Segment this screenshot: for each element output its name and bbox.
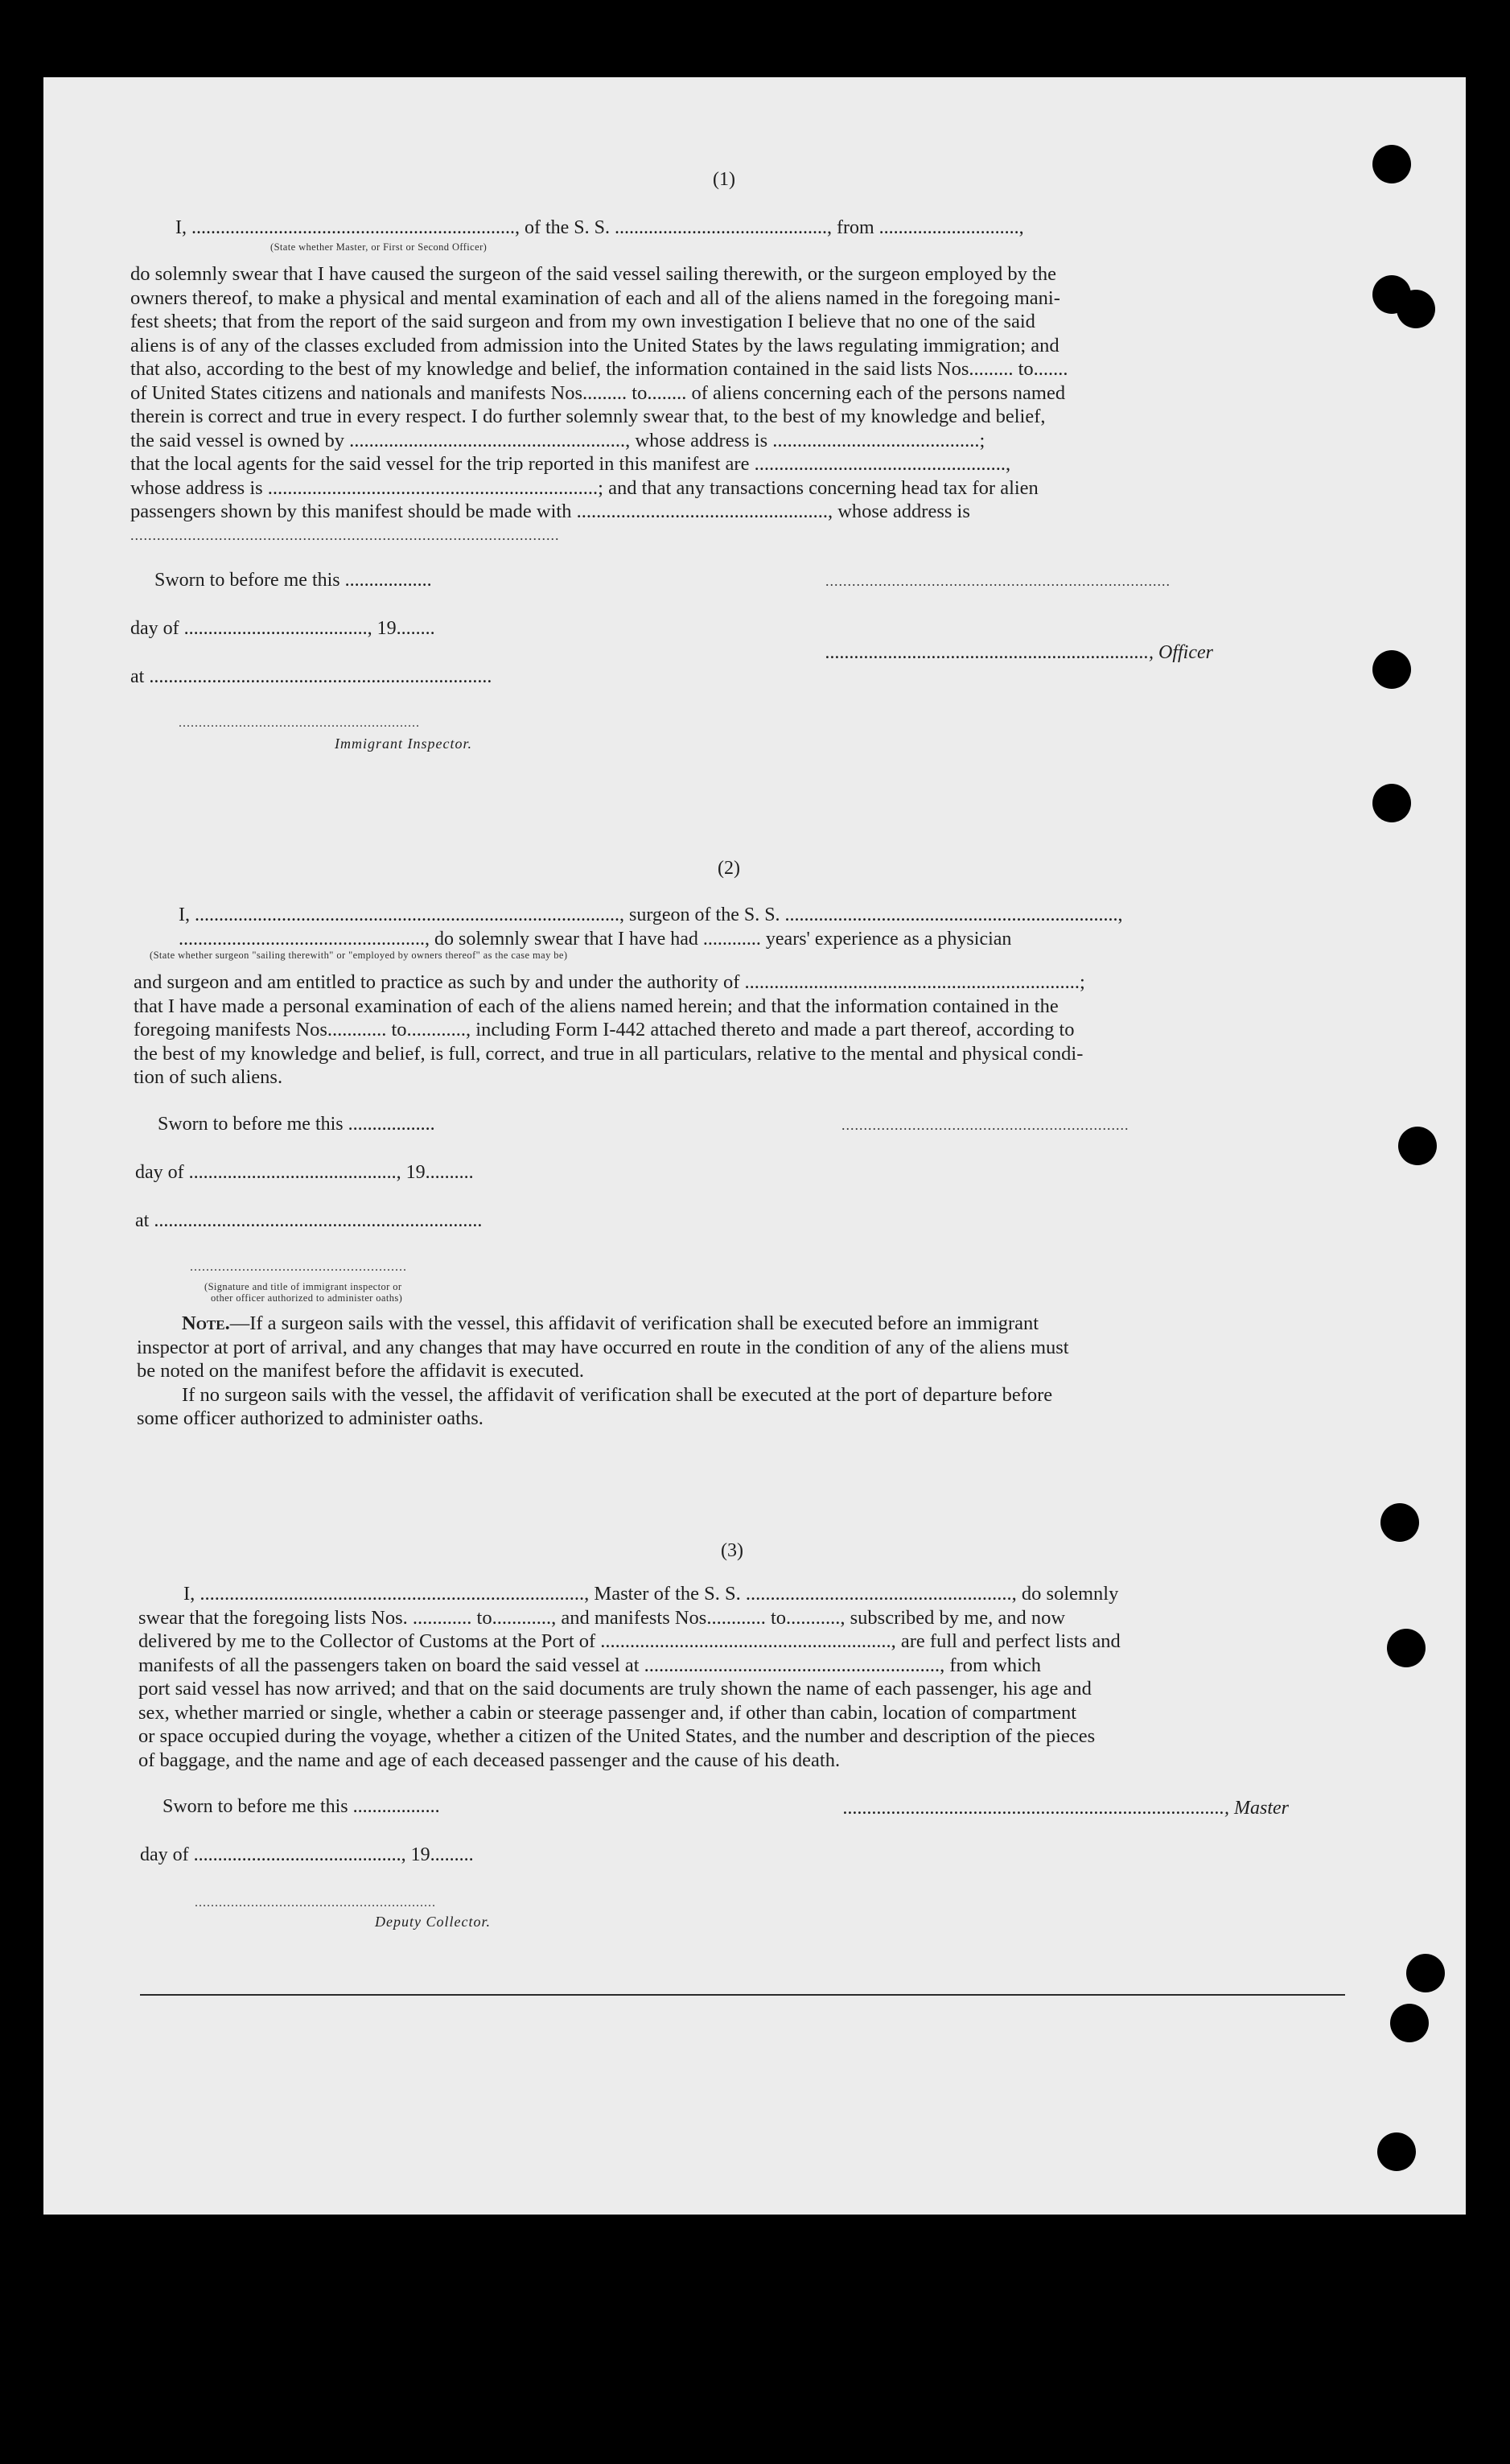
section-1-at: at .......................................................................: [130, 666, 492, 687]
section-2-at: at ....................................................................: [135, 1210, 483, 1231]
section-1-sworn: Sworn to before me this ..................: [154, 570, 432, 591]
text-line: owners thereof, to make a physical and mental examination of each and all of the aliens named in the foregoing mani-: [130, 286, 1060, 309]
text-line: port said vessel has now arrived; and that on the said documents are truly shown the name of each passenger, his age and: [138, 1678, 1092, 1700]
section-3-deputy-line: ............................................................: [195, 1896, 436, 1910]
text-line: fest sheets; that from the report of the said surgeon and from my own investigation I believe that no one of the said: [130, 311, 1035, 332]
text-line: I, .............................................................................., Master of the S. S. ......................................................, do solemnly: [183, 1583, 1119, 1605]
punch-hole: [1377, 2132, 1416, 2171]
punch-hole: [1380, 1503, 1419, 1542]
note-line-1: [137, 1312, 1347, 1336]
section-2-signature-line: .................................................................: [841, 1117, 1129, 1133]
text-line: .................................................................................................: [130, 526, 560, 543]
section-3-master: ..............................................................................., Master: [843, 1798, 1289, 1819]
text-line: of United States citizens and nationals and manifests Nos......... to........ of aliens concerning each of the persons named: [130, 381, 1066, 404]
punch-hole: [1397, 290, 1435, 328]
section-3-deputy: Deputy Collector.: [375, 1914, 491, 1930]
section-1-inspector-line: ............................................................: [179, 716, 420, 730]
section-1-officer-note: (State whether Master, or First or Second Officer): [270, 241, 488, 253]
text-line: therein is correct and true in every respect. I do further solemnly swear that, to the best of my knowledge and belief,: [130, 406, 1046, 427]
note-line: be noted on the manifest before the affidavit is executed.: [137, 1360, 585, 1382]
punch-hole: [1387, 1629, 1426, 1667]
note-line: some officer authorized to administer oaths.: [137, 1407, 483, 1429]
text-line: the said vessel is owned by ........................................................, whose address is ..........................................;: [130, 429, 985, 451]
section-3-day: day of ..........................................., 19.........: [140, 1844, 474, 1865]
punch-hole: [1398, 1127, 1437, 1165]
section-1-first-line: I, ..................................................................., of the S. S. ............................................, from .............................,: [175, 217, 1024, 238]
text-line: do solemnly swear that I have caused the surgeon of the said vessel sailing therewith, or the surgeon employed by the: [130, 263, 1056, 285]
section-1-oath-text: [130, 262, 1339, 547]
text-line: and surgeon and am entitled to practice as such by and under the authority of ....................................................................;: [134, 971, 1085, 993]
section-2-signature-caption: other officer authorized to administer oaths): [211, 1292, 403, 1304]
section-2-note: [137, 1312, 1347, 1431]
punch-hole: [1372, 145, 1411, 183]
section-2-signature-caption: (Signature and title of immigrant inspector or: [204, 1281, 402, 1292]
section-2-line-2: ..................................................., do solemnly swear that I have had ............ years' experience as a physician: [179, 929, 1012, 950]
bottom-rule: [140, 1994, 1345, 1996]
note-line: If no surgeon sails with the vessel, the affidavit of verification shall be executed at the port of departure before: [182, 1383, 1053, 1406]
section-2-surgeon-note: (State whether surgeon "sailing therewith" or "employed by owners thereof" as the case may be): [150, 950, 568, 961]
text-line: whose address is ...................................................................; and that any transactions concerning head tax for alien: [130, 476, 1039, 499]
text-line: the best of my knowledge and belief, is full, correct, and true in all particulars, relative to the mental and physical condi-: [134, 1042, 1084, 1065]
section-1-signature-line: ..............................................................................: [825, 573, 1171, 589]
punch-hole: [1390, 2004, 1429, 2042]
section-2-sworn: Sworn to before me this ..................: [158, 1114, 435, 1135]
section-3-oath-text: [138, 1582, 1347, 1772]
section-2-number: (2): [718, 858, 740, 879]
section-2-oath-text: [134, 970, 1343, 1090]
text-line: tion of such aliens.: [134, 1066, 283, 1088]
section-1-day: day of ......................................, 19........: [130, 618, 435, 639]
text-line: that I have made a personal examination of each of the aliens named herein; and that the information contained in the: [134, 995, 1059, 1017]
section-3-sworn: Sworn to before me this ..................: [163, 1796, 440, 1817]
text-line: of baggage, and the name and age of each deceased passenger and the cause of his death.: [138, 1749, 841, 1771]
note-line: inspector at port of arrival, and any changes that may have occurred en route in the condition of any of the aliens must: [137, 1336, 1069, 1358]
section-2-line-1: I, ........................................................................................, surgeon of the S. S. .....................................................................,: [179, 904, 1123, 925]
text-line: sex, whether married or single, whether a cabin or steerage passenger and, if other than cabin, location of compartment: [138, 1701, 1077, 1724]
text-line: foregoing manifests Nos............ to............, including Form I-442 attached thereto and made a part thereof, according to: [134, 1019, 1075, 1040]
text-line: delivered by me to the Collector of Customs at the Port of ..........................................................., are full and perfect lists and: [138, 1630, 1121, 1652]
text-line: aliens is of any of the classes excluded from admission into the United States by the laws regulating immigration; and: [130, 334, 1059, 356]
text-line: passengers shown by this manifest should be made with ..................................................., whose address is: [130, 501, 970, 522]
note-text: —If a surgeon sails with the vessel, this affidavit of verification shall be executed before an immigrant: [229, 1312, 1039, 1334]
text-line: that also, according to the best of my knowledge and belief, the information contained in the said lists Nos......... to.......: [130, 358, 1068, 380]
section-1-number: (1): [713, 169, 735, 190]
punch-hole: [1372, 650, 1411, 689]
text-line: manifests of all the passengers taken on board the said vessel at ............................................................, from which: [138, 1654, 1042, 1676]
punch-hole: [1406, 1954, 1445, 1992]
section-3-number: (3): [721, 1540, 743, 1561]
section-1-inspector: Immigrant Inspector.: [335, 735, 472, 752]
punch-hole: [1372, 784, 1411, 822]
officer-label: ..................................................................., Officer: [825, 642, 1213, 663]
section-1-officer: [825, 642, 1213, 664]
section-2-signature-rule: ......................................................: [190, 1260, 407, 1274]
text-line: or space occupied during the voyage, whether a citizen of the United States, and the number and description of the pieces: [138, 1725, 1096, 1747]
text-line: that the local agents for the said vessel for the trip reported in this manifest are ...................................................,: [130, 453, 1011, 475]
section-2-day: day of ..........................................., 19..........: [135, 1162, 474, 1183]
note-label: Note.: [182, 1312, 230, 1334]
text-line: swear that the foregoing lists Nos. ............ to............, and manifests Nos............ to..........., subscribed by me, and now: [138, 1606, 1066, 1629]
